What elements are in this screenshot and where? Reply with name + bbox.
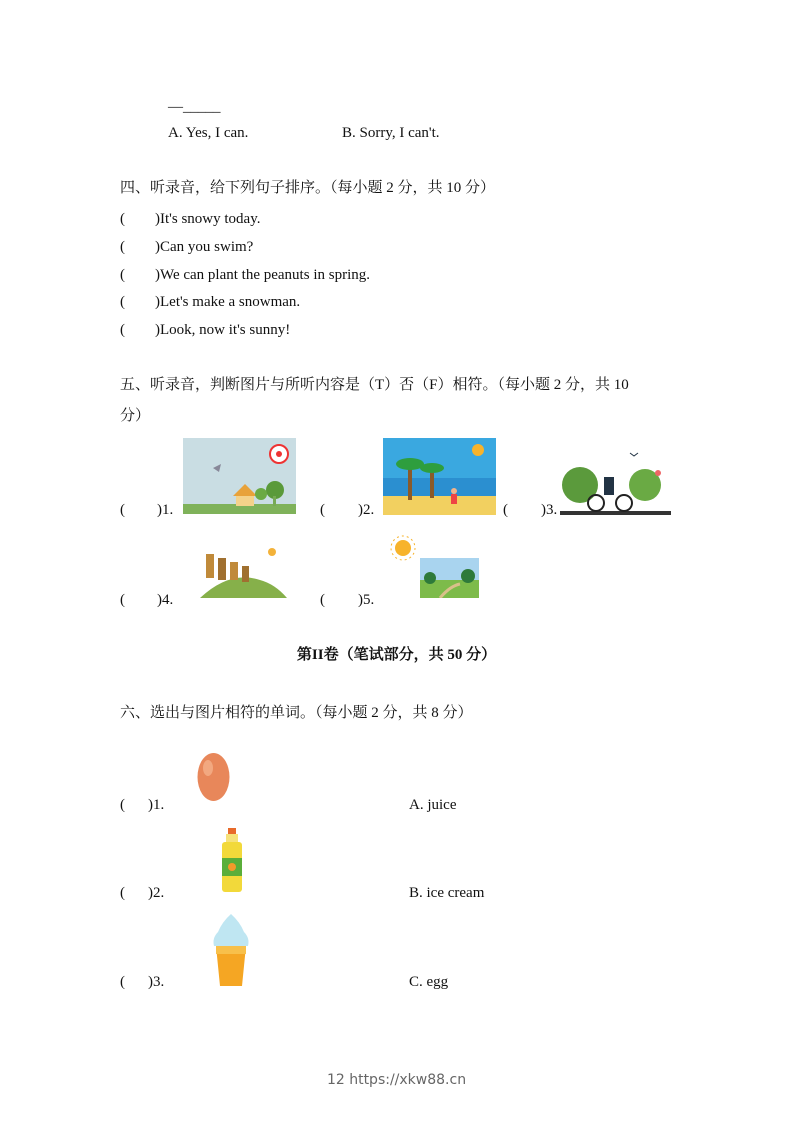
paren: ( bbox=[120, 502, 125, 518]
section6-heading: 六、选出与图片相符的单词。（每小题 2 分，共 8 分） bbox=[120, 705, 473, 721]
paren: ( bbox=[120, 211, 125, 227]
page-footer: 12 https://xkw88.cn bbox=[326, 1072, 467, 1088]
windy-town-picture bbox=[183, 438, 296, 514]
item-label: )1. bbox=[148, 797, 165, 813]
countryside-picture bbox=[420, 558, 479, 598]
hiking-picture bbox=[200, 540, 287, 598]
part2-title: 第II卷（笔试部分，共 50 分） bbox=[296, 647, 497, 663]
sentence: )It's snowy today. bbox=[155, 211, 261, 227]
egg-picture bbox=[196, 752, 231, 802]
word-option: C. egg bbox=[409, 974, 449, 990]
option-a: A. Yes, I can. bbox=[168, 125, 249, 141]
beach-picture bbox=[383, 438, 496, 515]
section5-heading: 五、听录音，判断图片与所听内容是（T）否（F）相符。（每小题 2 分，共 10 bbox=[120, 377, 629, 393]
sun-picture bbox=[390, 535, 416, 562]
item-label: )3. bbox=[148, 974, 165, 990]
item-label: )1. bbox=[157, 502, 174, 518]
ice-cream-picture bbox=[212, 912, 250, 987]
sentence: )Can you swim? bbox=[155, 239, 254, 255]
option-b: B. Sorry, I can't. bbox=[342, 125, 440, 141]
paren: ( bbox=[120, 239, 125, 255]
paren: ( bbox=[503, 502, 508, 518]
juice-bottle-picture bbox=[220, 828, 244, 894]
paren: ( bbox=[320, 502, 325, 518]
paren: ( bbox=[120, 797, 125, 813]
sentence: )Look, now it's sunny! bbox=[155, 322, 291, 338]
paren: ( bbox=[120, 267, 125, 283]
item-label: )4. bbox=[157, 592, 174, 608]
paren: ( bbox=[320, 592, 325, 608]
paren: ( bbox=[120, 885, 125, 901]
item-label: )2. bbox=[358, 502, 375, 518]
word-option: B. ice cream bbox=[409, 885, 485, 901]
paren: ( bbox=[120, 974, 125, 990]
section5-heading-cont: 分） bbox=[120, 408, 151, 424]
item-label: )5. bbox=[358, 592, 375, 608]
word-option: A. juice bbox=[409, 797, 457, 813]
item-label: )2. bbox=[148, 885, 165, 901]
answer-blank: —_____ bbox=[168, 99, 221, 115]
sentence: )We can plant the peanuts in spring. bbox=[155, 267, 370, 283]
paren: ( bbox=[120, 322, 125, 338]
paren: ( bbox=[120, 294, 125, 310]
section4-heading: 四、听录音，给下列句子排序。（每小题 2 分，共 10 分） bbox=[120, 180, 496, 196]
sentence: )Let's make a snowman. bbox=[155, 294, 301, 310]
paren: ( bbox=[120, 592, 125, 608]
cycling-park-picture bbox=[560, 445, 671, 515]
item-label: )3. bbox=[541, 502, 558, 518]
